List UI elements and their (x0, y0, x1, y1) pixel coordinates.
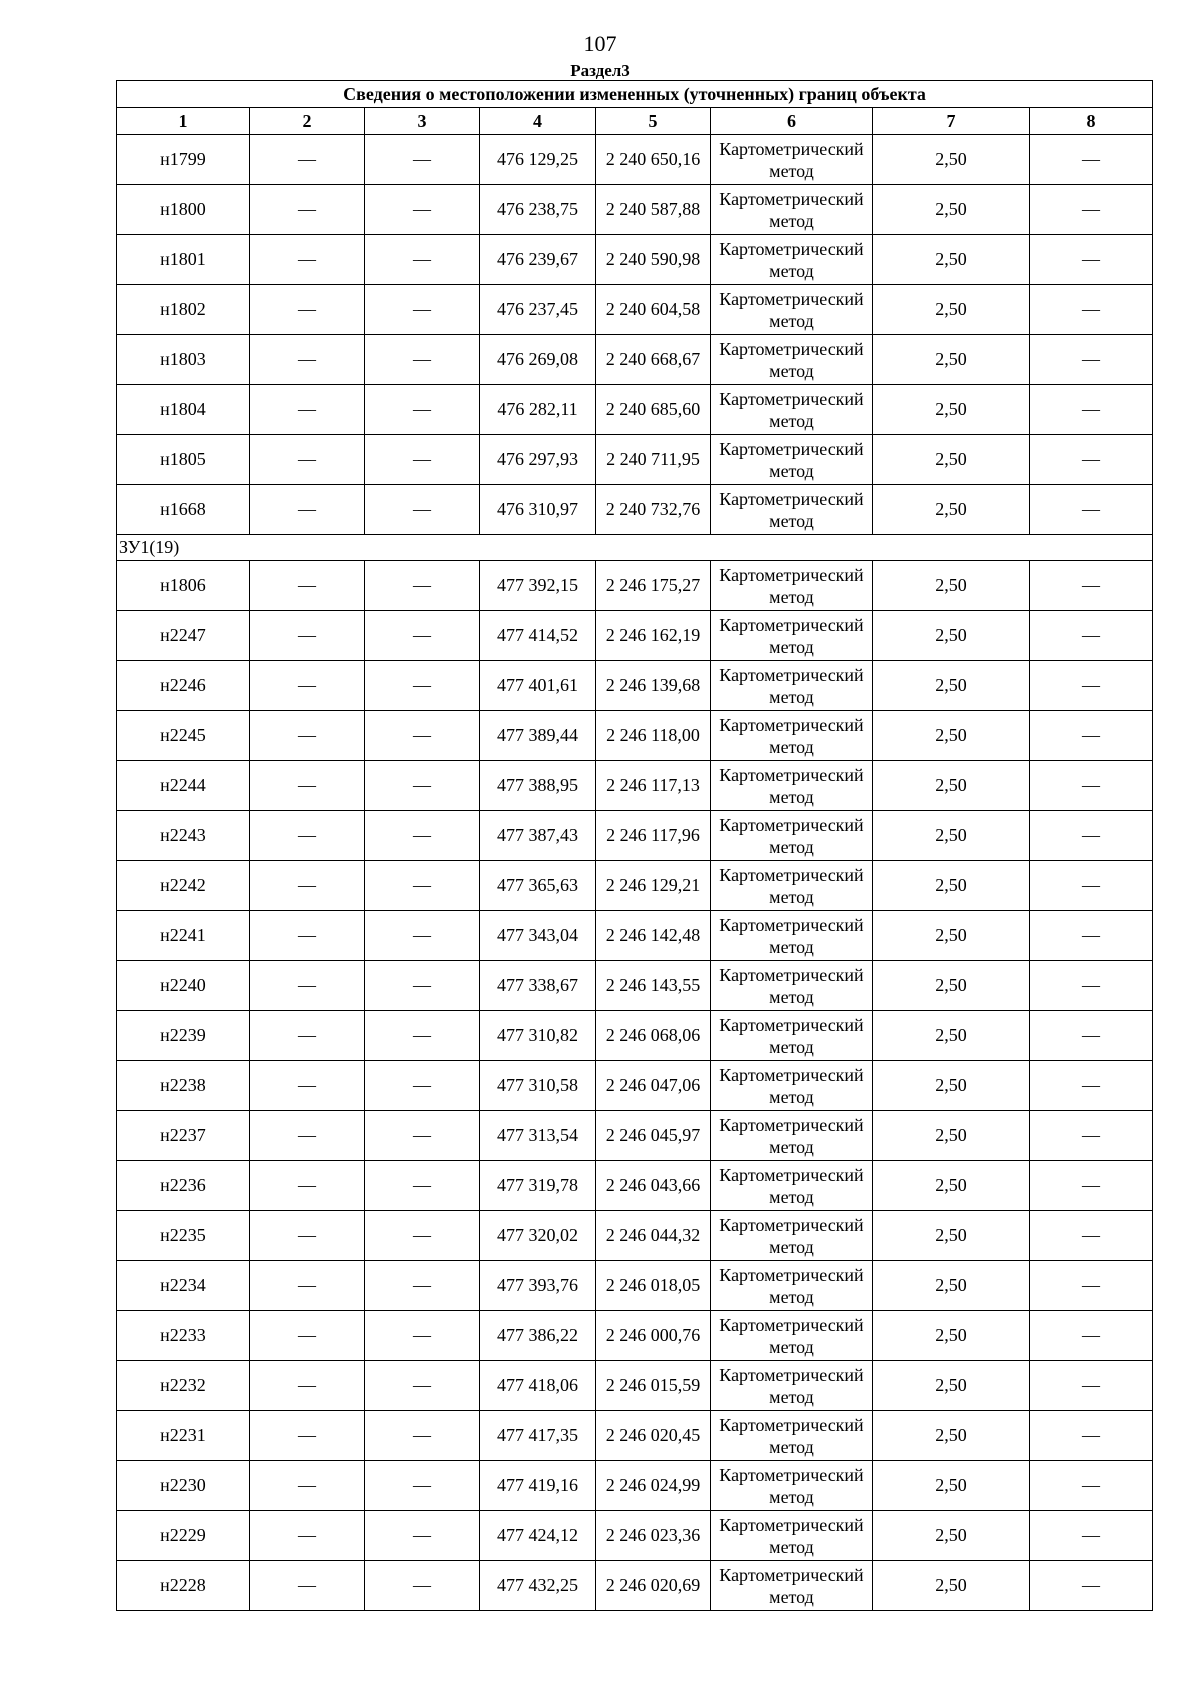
column-3-cell: — (365, 1461, 480, 1511)
method-cell: Картометрический метод (711, 1311, 873, 1361)
y-coordinate-cell: 2 246 117,13 (596, 761, 711, 811)
column-2-cell: — (250, 661, 365, 711)
point-id-cell: н2247 (117, 611, 250, 661)
column-2-cell: — (250, 135, 365, 185)
accuracy-cell: 2,50 (873, 861, 1030, 911)
y-coordinate-cell: 2 246 068,06 (596, 1011, 711, 1061)
table-row (117, 611, 1153, 661)
column-3-cell: — (365, 1411, 480, 1461)
table-caption-row (117, 81, 1153, 108)
accuracy-cell: 2,50 (873, 711, 1030, 761)
y-coordinate-cell: 2 240 711,95 (596, 435, 711, 485)
y-coordinate-cell: 2 246 044,32 (596, 1211, 711, 1261)
column-2-cell: — (250, 1361, 365, 1411)
method-cell: Картометрический метод (711, 611, 873, 661)
y-coordinate-cell: 2 240 668,67 (596, 335, 711, 385)
y-coordinate-cell: 2 246 024,99 (596, 1461, 711, 1511)
x-coordinate-cell: 477 338,67 (480, 961, 596, 1011)
x-coordinate-cell: 477 432,25 (480, 1561, 596, 1611)
accuracy-cell: 2,50 (873, 911, 1030, 961)
method-cell: Картометрический метод (711, 235, 873, 285)
accuracy-cell: 2,50 (873, 285, 1030, 335)
table-row (117, 1361, 1153, 1411)
column-8-cell: — (1030, 1461, 1153, 1511)
column-3-cell: — (365, 235, 480, 285)
x-coordinate-cell: 477 386,22 (480, 1311, 596, 1361)
column-3-cell: — (365, 1361, 480, 1411)
column-8-cell: — (1030, 1311, 1153, 1361)
y-coordinate-cell: 2 246 162,19 (596, 611, 711, 661)
column-2-cell: — (250, 1011, 365, 1061)
method-cell: Картометрический метод (711, 911, 873, 961)
column-number: 3 (365, 108, 480, 135)
x-coordinate-cell: 476 239,67 (480, 235, 596, 285)
column-8-cell: — (1030, 611, 1153, 661)
column-3-cell: — (365, 1111, 480, 1161)
table-row (117, 961, 1153, 1011)
method-cell: Картометрический метод (711, 1011, 873, 1061)
table-row (117, 1011, 1153, 1061)
point-id-cell: н1801 (117, 235, 250, 285)
column-8-cell: — (1030, 711, 1153, 761)
group-header-row (117, 535, 1153, 561)
method-cell: Картометрический метод (711, 1361, 873, 1411)
column-8-cell: — (1030, 1411, 1153, 1461)
accuracy-cell: 2,50 (873, 235, 1030, 285)
method-cell: Картометрический метод (711, 185, 873, 235)
column-3-cell: — (365, 1061, 480, 1111)
y-coordinate-cell: 2 240 732,76 (596, 485, 711, 535)
point-id-cell: н2244 (117, 761, 250, 811)
group-label: ЗУ1(19) (117, 535, 1153, 561)
column-2-cell: — (250, 435, 365, 485)
x-coordinate-cell: 477 313,54 (480, 1111, 596, 1161)
column-8-cell: — (1030, 811, 1153, 861)
method-cell: Картометрический метод (711, 961, 873, 1011)
column-2-cell: — (250, 1311, 365, 1361)
y-coordinate-cell: 2 246 143,55 (596, 961, 711, 1011)
column-3-cell: — (365, 911, 480, 961)
table-row (117, 285, 1153, 335)
column-3-cell: — (365, 1311, 480, 1361)
accuracy-cell: 2,50 (873, 761, 1030, 811)
accuracy-cell: 2,50 (873, 1461, 1030, 1511)
column-2-cell: — (250, 285, 365, 335)
column-2-cell: — (250, 1061, 365, 1111)
column-8-cell: — (1030, 385, 1153, 435)
point-id-cell: н1804 (117, 385, 250, 435)
column-8-cell: — (1030, 761, 1153, 811)
y-coordinate-cell: 2 246 020,45 (596, 1411, 711, 1461)
method-cell: Картометрический метод (711, 1411, 873, 1461)
x-coordinate-cell: 477 388,95 (480, 761, 596, 811)
accuracy-cell: 2,50 (873, 661, 1030, 711)
column-3-cell: — (365, 185, 480, 235)
y-coordinate-cell: 2 246 020,69 (596, 1561, 711, 1611)
table-row (117, 485, 1153, 535)
column-number: 4 (480, 108, 596, 135)
x-coordinate-cell: 477 419,16 (480, 1461, 596, 1511)
column-number: 6 (711, 108, 873, 135)
x-coordinate-cell: 477 310,82 (480, 1011, 596, 1061)
x-coordinate-cell: 477 310,58 (480, 1061, 596, 1111)
column-number-row (117, 108, 1153, 135)
method-cell: Картометрический метод (711, 1461, 873, 1511)
column-8-cell: — (1030, 1061, 1153, 1111)
x-coordinate-cell: 476 238,75 (480, 185, 596, 235)
x-coordinate-cell: 477 401,61 (480, 661, 596, 711)
table-row (117, 1561, 1153, 1611)
column-8-cell: — (1030, 911, 1153, 961)
method-cell: Картометрический метод (711, 761, 873, 811)
column-number: 7 (873, 108, 1030, 135)
table-row (117, 1411, 1153, 1461)
column-8-cell: — (1030, 861, 1153, 911)
point-id-cell: н2241 (117, 911, 250, 961)
point-id-cell: н2243 (117, 811, 250, 861)
method-cell: Картометрический метод (711, 285, 873, 335)
accuracy-cell: 2,50 (873, 1511, 1030, 1561)
method-cell: Картометрический метод (711, 1261, 873, 1311)
point-id-cell: н2235 (117, 1211, 250, 1261)
y-coordinate-cell: 2 240 685,60 (596, 385, 711, 435)
x-coordinate-cell: 477 418,06 (480, 1361, 596, 1411)
point-id-cell: н2229 (117, 1511, 250, 1561)
accuracy-cell: 2,50 (873, 561, 1030, 611)
table-row (117, 1261, 1153, 1311)
x-coordinate-cell: 477 389,44 (480, 711, 596, 761)
column-2-cell: — (250, 1411, 365, 1461)
method-cell: Картометрический метод (711, 435, 873, 485)
column-2-cell: — (250, 961, 365, 1011)
table-row (117, 811, 1153, 861)
y-coordinate-cell: 2 246 023,36 (596, 1511, 711, 1561)
y-coordinate-cell: 2 246 043,66 (596, 1161, 711, 1211)
table-row (117, 761, 1153, 811)
x-coordinate-cell: 477 393,76 (480, 1261, 596, 1311)
table-row (117, 435, 1153, 485)
accuracy-cell: 2,50 (873, 1311, 1030, 1361)
column-3-cell: — (365, 661, 480, 711)
method-cell: Картометрический метод (711, 1161, 873, 1211)
x-coordinate-cell: 477 392,15 (480, 561, 596, 611)
y-coordinate-cell: 2 240 604,58 (596, 285, 711, 335)
column-8-cell: — (1030, 485, 1153, 535)
column-2-cell: — (250, 611, 365, 661)
x-coordinate-cell: 477 424,12 (480, 1511, 596, 1561)
column-3-cell: — (365, 485, 480, 535)
point-id-cell: н1806 (117, 561, 250, 611)
column-8-cell: — (1030, 135, 1153, 185)
column-8-cell: — (1030, 561, 1153, 611)
column-3-cell: — (365, 385, 480, 435)
column-number: 1 (117, 108, 250, 135)
column-2-cell: — (250, 711, 365, 761)
table-row (117, 1511, 1153, 1561)
y-coordinate-cell: 2 246 118,00 (596, 711, 711, 761)
column-3-cell: — (365, 435, 480, 485)
table-row (117, 1161, 1153, 1211)
method-cell: Картометрический метод (711, 385, 873, 435)
column-2-cell: — (250, 1161, 365, 1211)
method-cell: Картометрический метод (711, 661, 873, 711)
column-3-cell: — (365, 335, 480, 385)
column-3-cell: — (365, 711, 480, 761)
method-cell: Картометрический метод (711, 1511, 873, 1561)
y-coordinate-cell: 2 246 129,21 (596, 861, 711, 911)
x-coordinate-cell: 477 365,63 (480, 861, 596, 911)
y-coordinate-cell: 2 246 045,97 (596, 1111, 711, 1161)
column-number: 2 (250, 108, 365, 135)
accuracy-cell: 2,50 (873, 385, 1030, 435)
method-cell: Картометрический метод (711, 1211, 873, 1261)
y-coordinate-cell: 2 246 015,59 (596, 1361, 711, 1411)
accuracy-cell: 2,50 (873, 811, 1030, 861)
accuracy-cell: 2,50 (873, 435, 1030, 485)
column-3-cell: — (365, 1561, 480, 1611)
column-8-cell: — (1030, 1011, 1153, 1061)
point-id-cell: н1802 (117, 285, 250, 335)
point-id-cell: н1799 (117, 135, 250, 185)
table-row (117, 661, 1153, 711)
table-row (117, 385, 1153, 435)
column-2-cell: — (250, 911, 365, 961)
table-row (117, 235, 1153, 285)
accuracy-cell: 2,50 (873, 1211, 1030, 1261)
column-8-cell: — (1030, 1511, 1153, 1561)
table-row (117, 135, 1153, 185)
accuracy-cell: 2,50 (873, 335, 1030, 385)
point-id-cell: н2236 (117, 1161, 250, 1211)
x-coordinate-cell: 477 387,43 (480, 811, 596, 861)
point-id-cell: н2231 (117, 1411, 250, 1461)
column-3-cell: — (365, 1261, 480, 1311)
column-8-cell: — (1030, 1261, 1153, 1311)
column-2-cell: — (250, 1461, 365, 1511)
point-id-cell: н2232 (117, 1361, 250, 1411)
y-coordinate-cell: 2 240 590,98 (596, 235, 711, 285)
column-8-cell: — (1030, 661, 1153, 711)
column-2-cell: — (250, 1511, 365, 1561)
accuracy-cell: 2,50 (873, 1361, 1030, 1411)
point-id-cell: н2234 (117, 1261, 250, 1311)
column-2-cell: — (250, 561, 365, 611)
table-body (117, 81, 1153, 1611)
column-2-cell: — (250, 1211, 365, 1261)
point-id-cell: н1668 (117, 485, 250, 535)
method-cell: Картометрический метод (711, 1061, 873, 1111)
point-id-cell: н2237 (117, 1111, 250, 1161)
column-2-cell: — (250, 485, 365, 535)
x-coordinate-cell: 477 414,52 (480, 611, 596, 661)
y-coordinate-cell: 2 246 000,76 (596, 1311, 711, 1361)
table-row (117, 335, 1153, 385)
column-number: 8 (1030, 108, 1153, 135)
column-8-cell: — (1030, 435, 1153, 485)
point-id-cell: н2239 (117, 1011, 250, 1061)
page-number: 107 (583, 31, 617, 56)
x-coordinate-cell: 477 417,35 (480, 1411, 596, 1461)
column-2-cell: — (250, 1261, 365, 1311)
accuracy-cell: 2,50 (873, 611, 1030, 661)
column-8-cell: — (1030, 1361, 1153, 1411)
accuracy-cell: 2,50 (873, 1411, 1030, 1461)
y-coordinate-cell: 2 240 587,88 (596, 185, 711, 235)
column-3-cell: — (365, 611, 480, 661)
column-8-cell: — (1030, 1211, 1153, 1261)
column-2-cell: — (250, 385, 365, 435)
point-id-cell: н2240 (117, 961, 250, 1011)
table-row (117, 861, 1153, 911)
table-row (117, 1461, 1153, 1511)
y-coordinate-cell: 2 246 047,06 (596, 1061, 711, 1111)
column-8-cell: — (1030, 185, 1153, 235)
table-row (117, 1311, 1153, 1361)
point-id-cell: н1805 (117, 435, 250, 485)
column-3-cell: — (365, 1211, 480, 1261)
y-coordinate-cell: 2 246 139,68 (596, 661, 711, 711)
table-row (117, 561, 1153, 611)
table-row (117, 185, 1153, 235)
column-3-cell: — (365, 861, 480, 911)
x-coordinate-cell: 476 297,93 (480, 435, 596, 485)
method-cell: Картометрический метод (711, 135, 873, 185)
y-coordinate-cell: 2 246 117,96 (596, 811, 711, 861)
column-2-cell: — (250, 1111, 365, 1161)
column-3-cell: — (365, 961, 480, 1011)
accuracy-cell: 2,50 (873, 185, 1030, 235)
accuracy-cell: 2,50 (873, 1011, 1030, 1061)
accuracy-cell: 2,50 (873, 135, 1030, 185)
method-cell: Картометрический метод (711, 561, 873, 611)
table-row (117, 1211, 1153, 1261)
point-id-cell: н2233 (117, 1311, 250, 1361)
y-coordinate-cell: 2 246 142,48 (596, 911, 711, 961)
column-2-cell: — (250, 235, 365, 285)
x-coordinate-cell: 477 319,78 (480, 1161, 596, 1211)
table-row (117, 711, 1153, 761)
column-8-cell: — (1030, 285, 1153, 335)
accuracy-cell: 2,50 (873, 1261, 1030, 1311)
point-id-cell: н1800 (117, 185, 250, 235)
method-cell: Картометрический метод (711, 811, 873, 861)
x-coordinate-cell: 476 237,45 (480, 285, 596, 335)
column-8-cell: — (1030, 335, 1153, 385)
point-id-cell: н1803 (117, 335, 250, 385)
column-3-cell: — (365, 1511, 480, 1561)
method-cell: Картометрический метод (711, 1561, 873, 1611)
point-id-cell: н2245 (117, 711, 250, 761)
x-coordinate-cell: 476 310,97 (480, 485, 596, 535)
x-coordinate-cell: 476 129,25 (480, 135, 596, 185)
column-2-cell: — (250, 861, 365, 911)
column-2-cell: — (250, 761, 365, 811)
column-3-cell: — (365, 1161, 480, 1211)
point-id-cell: н2228 (117, 1561, 250, 1611)
column-8-cell: — (1030, 1561, 1153, 1611)
point-id-cell: н2246 (117, 661, 250, 711)
column-2-cell: — (250, 335, 365, 385)
boundary-coordinates-table (116, 80, 1153, 1611)
method-cell: Картометрический метод (711, 485, 873, 535)
column-3-cell: — (365, 561, 480, 611)
column-3-cell: — (365, 285, 480, 335)
column-8-cell: — (1030, 1111, 1153, 1161)
column-8-cell: — (1030, 1161, 1153, 1211)
x-coordinate-cell: 477 343,04 (480, 911, 596, 961)
column-number: 5 (596, 108, 711, 135)
point-id-cell: н2238 (117, 1061, 250, 1111)
method-cell: Картометрический метод (711, 1111, 873, 1161)
accuracy-cell: 2,50 (873, 1161, 1030, 1211)
x-coordinate-cell: 476 282,11 (480, 385, 596, 435)
table-row (117, 911, 1153, 961)
accuracy-cell: 2,50 (873, 1111, 1030, 1161)
y-coordinate-cell: 2 246 175,27 (596, 561, 711, 611)
column-3-cell: — (365, 135, 480, 185)
column-2-cell: — (250, 1561, 365, 1611)
section-title: Раздел3 (570, 61, 630, 80)
y-coordinate-cell: 2 240 650,16 (596, 135, 711, 185)
method-cell: Картометрический метод (711, 711, 873, 761)
x-coordinate-cell: 477 320,02 (480, 1211, 596, 1261)
accuracy-cell: 2,50 (873, 1061, 1030, 1111)
accuracy-cell: 2,50 (873, 961, 1030, 1011)
accuracy-cell: 2,50 (873, 485, 1030, 535)
column-3-cell: — (365, 761, 480, 811)
accuracy-cell: 2,50 (873, 1561, 1030, 1611)
method-cell: Картометрический метод (711, 335, 873, 385)
method-cell: Картометрический метод (711, 861, 873, 911)
column-2-cell: — (250, 185, 365, 235)
point-id-cell: н2242 (117, 861, 250, 911)
column-8-cell: — (1030, 235, 1153, 285)
x-coordinate-cell: 476 269,08 (480, 335, 596, 385)
column-2-cell: — (250, 811, 365, 861)
point-id-cell: н2230 (117, 1461, 250, 1511)
table-row (117, 1061, 1153, 1111)
column-3-cell: — (365, 1011, 480, 1061)
table-caption: Сведения о местоположении измененных (уточненных) границ объекта (117, 81, 1153, 108)
table-row (117, 1111, 1153, 1161)
column-8-cell: — (1030, 961, 1153, 1011)
y-coordinate-cell: 2 246 018,05 (596, 1261, 711, 1311)
column-3-cell: — (365, 811, 480, 861)
